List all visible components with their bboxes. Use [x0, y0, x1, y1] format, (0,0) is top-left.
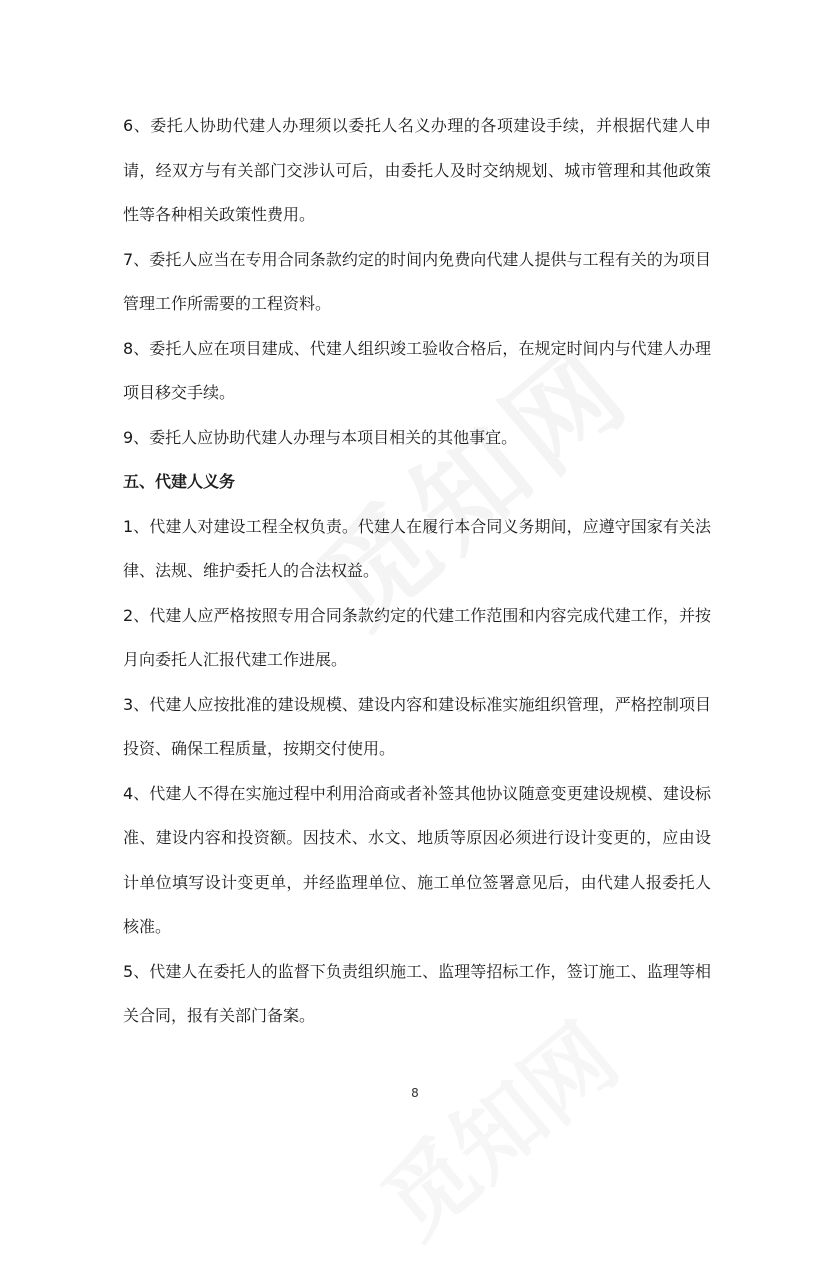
- clause-5-2: 2、代建人应严格按照专用合同条款约定的代建工作范围和内容完成代建工作，并按月向委托人汇报代建工作进展。: [123, 605, 711, 669]
- clause-4-9: 9、委托人应协助代建人办理与本项目相关的其他事宜。: [123, 427, 518, 447]
- section-heading: 五、代建人义务: [123, 472, 236, 491]
- document-body: [123, 104, 711, 1039]
- clause-4-6: 6、委托人协助代建人办理须以委托人名义办理的各项建设手续，并根据代建人申请，经双方与有关部门交涉认可后，由委托人及时交纳规划、城市管理和其他政策性等各种相关政策性费用。: [123, 116, 711, 224]
- page-number: 8: [411, 1086, 419, 1100]
- clause-4-8: 8、委托人应在项目建成、代建人组织竣工验收合格后，在规定时间内与代建人办理项目移交手续。: [123, 338, 711, 402]
- clause-5-3: 3、代建人应按批准的建设规模、建设内容和建设标准实施组织管理，严格控制项目投资、确保工程质量，按期交付使用。: [123, 694, 711, 758]
- clause-4-7: 7、委托人应当在专用合同条款约定的时间内免费向代建人提供与工程有关的为项目管理工作所需要的工程资料。: [123, 249, 711, 313]
- clause-5-4: 4、代建人不得在实施过程中利用洽商或者补签其他协议随意变更建设规模、建设标准、建设内容和投资额。因技术、水文、地质等原因必须进行设计变更的，应由设计单位填写设计变更单，并经监理单位、施工单位签署意见后，由代建人报委托人核准。: [123, 783, 711, 936]
- clause-5-5: 5、代建人在委托人的监督下负责组织施工、监理等招标工作，签订施工、监理等相关合同，报有关部门备案。: [123, 961, 711, 1025]
- clause-5-1: 1、代建人对建设工程全权负责。代建人在履行本合同义务期间，应遵守国家有关法律、法规、维护委托人的合法权益。: [123, 516, 711, 580]
